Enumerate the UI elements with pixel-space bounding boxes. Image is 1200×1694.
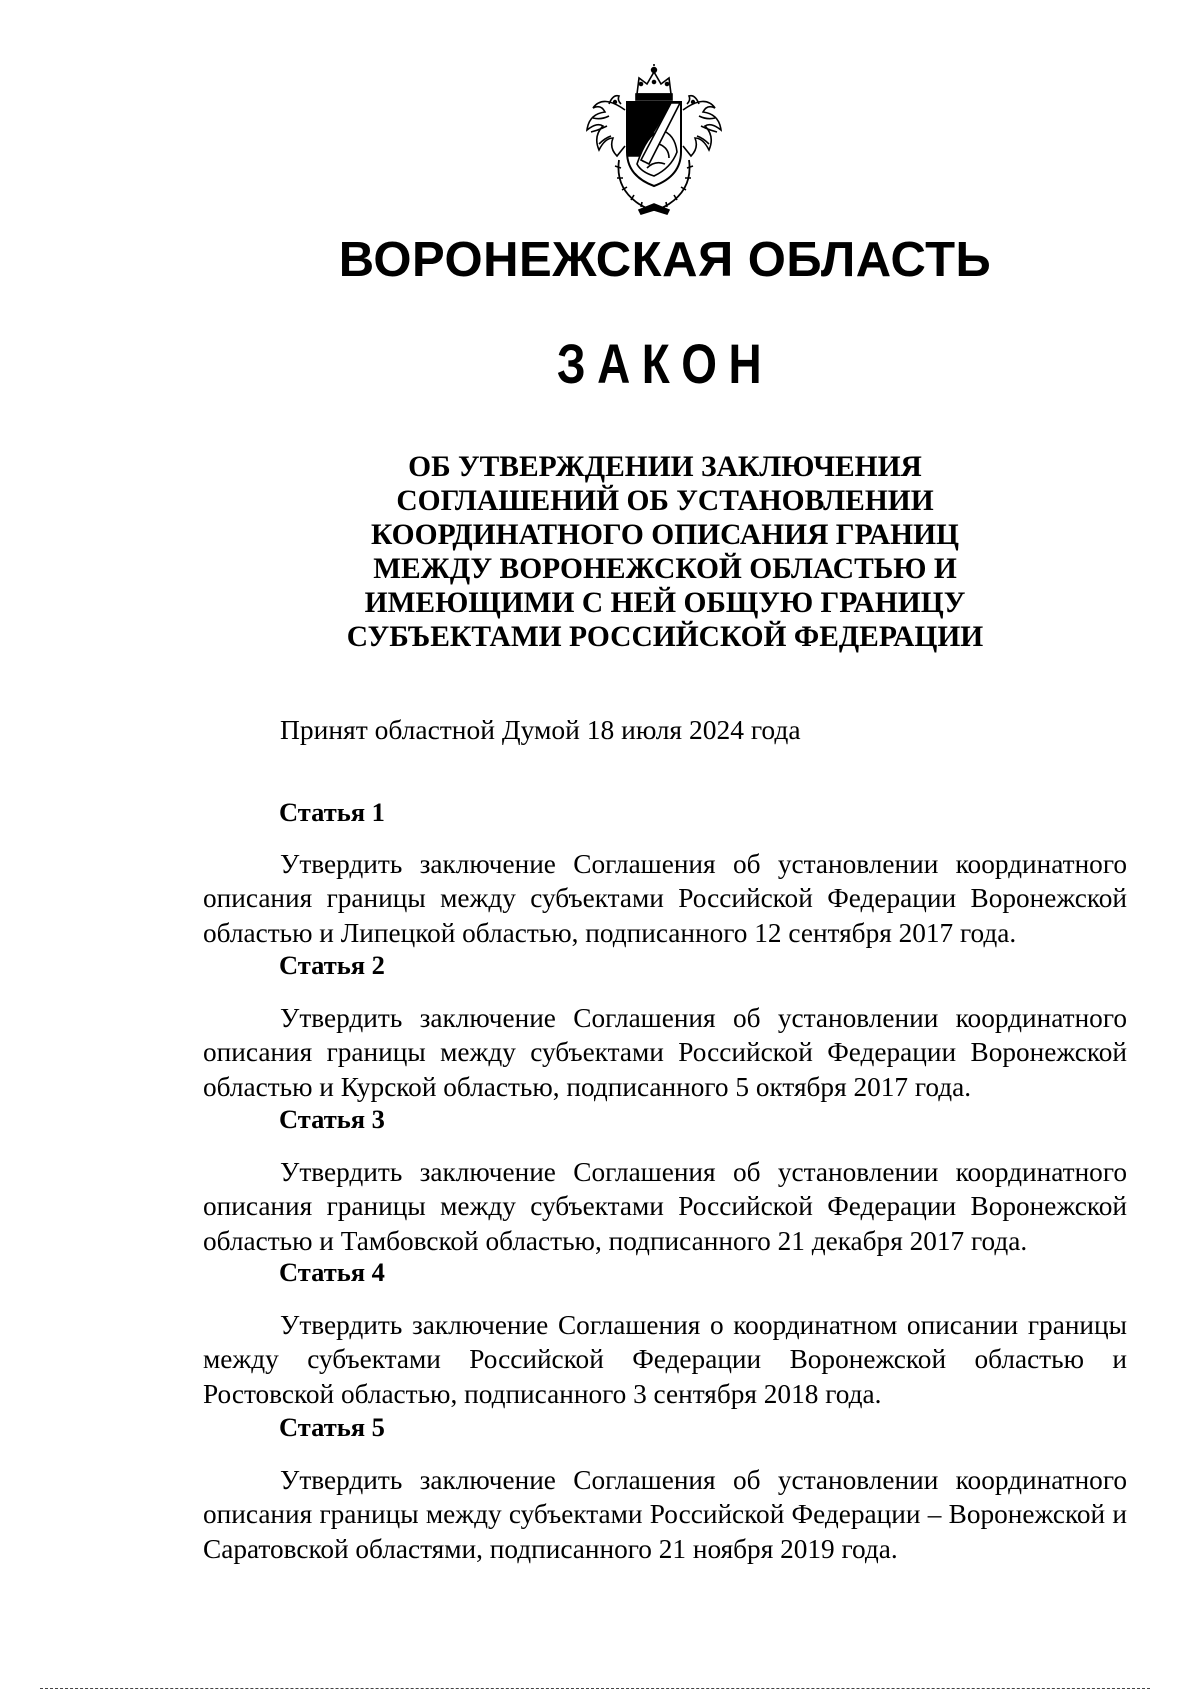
law-subject-line: КООРДИНАТНОГО ОПИСАНИЯ ГРАНИЦ: [371, 519, 959, 551]
article-4-heading: Статья 4: [279, 1257, 385, 1287]
law-subject-line: СОГЛАШЕНИЙ ОБ УСТАНОВЛЕНИИ: [396, 485, 934, 517]
law-subject: [0, 450, 1200, 654]
article-5-text: Утвердить заключение Соглашения об установлении координатного описания границы между субъектами Российской Федерации – Воронежской и Саратовской областями, подписанного 21 ноября 2019 года.: [203, 1465, 1127, 1564]
law-subject-line: МЕЖДУ ВОРОНЕЖСКОЙ ОБЛАСТЬЮ И: [373, 553, 957, 585]
law-subject-line: СУБЪЕКТАМИ РОССИЙСКОЙ ФЕДЕРАЦИИ: [346, 621, 984, 653]
region-title: ВОРОНЕЖСКАЯ ОБЛАСТЬ: [338, 233, 992, 287]
adoption-note: Принят областной Думой 18 июля 2024 года: [280, 714, 801, 745]
law-title: ЗАКОН: [556, 332, 774, 395]
article-2-text: Утвердить заключение Соглашения об установлении координатного описания границы между субъектами Российской Федерации Воронежской областью и Курской областью, подписанного 5 октября 2017 года.: [203, 1003, 1127, 1102]
page-bottom-border: [40, 1688, 1150, 1689]
article-5-heading: Статья 5: [279, 1412, 385, 1442]
article-1-heading: Статья 1: [279, 797, 385, 827]
law-subject-line: ИМЕЮЩИМИ С НЕЙ ОБЩУЮ ГРАНИЦУ: [364, 587, 966, 619]
article-1-text: Утвердить заключение Соглашения об установлении координатного описания границы между субъектами Российской Федерации Воронежской областью и Липецкой областью, подписанного 12 сентября 2017 года.: [203, 849, 1127, 948]
article-4-text: Утвердить заключение Соглашения о координатном описании границы между субъектами Российской Федерации Воронежской областью и Ростовской областью, подписанного 3 сентября 2018 года.: [203, 1310, 1127, 1409]
article-3-text: Утвердить заключение Соглашения об установлении координатного описания границы между субъектами Российской Федерации Воронежской областью и Тамбовской областью, подписанного 21 декабря 2017 года.: [203, 1157, 1127, 1256]
article-2-heading: Статья 2: [279, 950, 385, 980]
coat-of-arms-emblem: [579, 64, 729, 216]
article-3-heading: Статья 3: [279, 1104, 385, 1134]
law-subject-line: ОБ УТВЕРЖДЕНИИ ЗАКЛЮЧЕНИЯ: [408, 451, 922, 483]
